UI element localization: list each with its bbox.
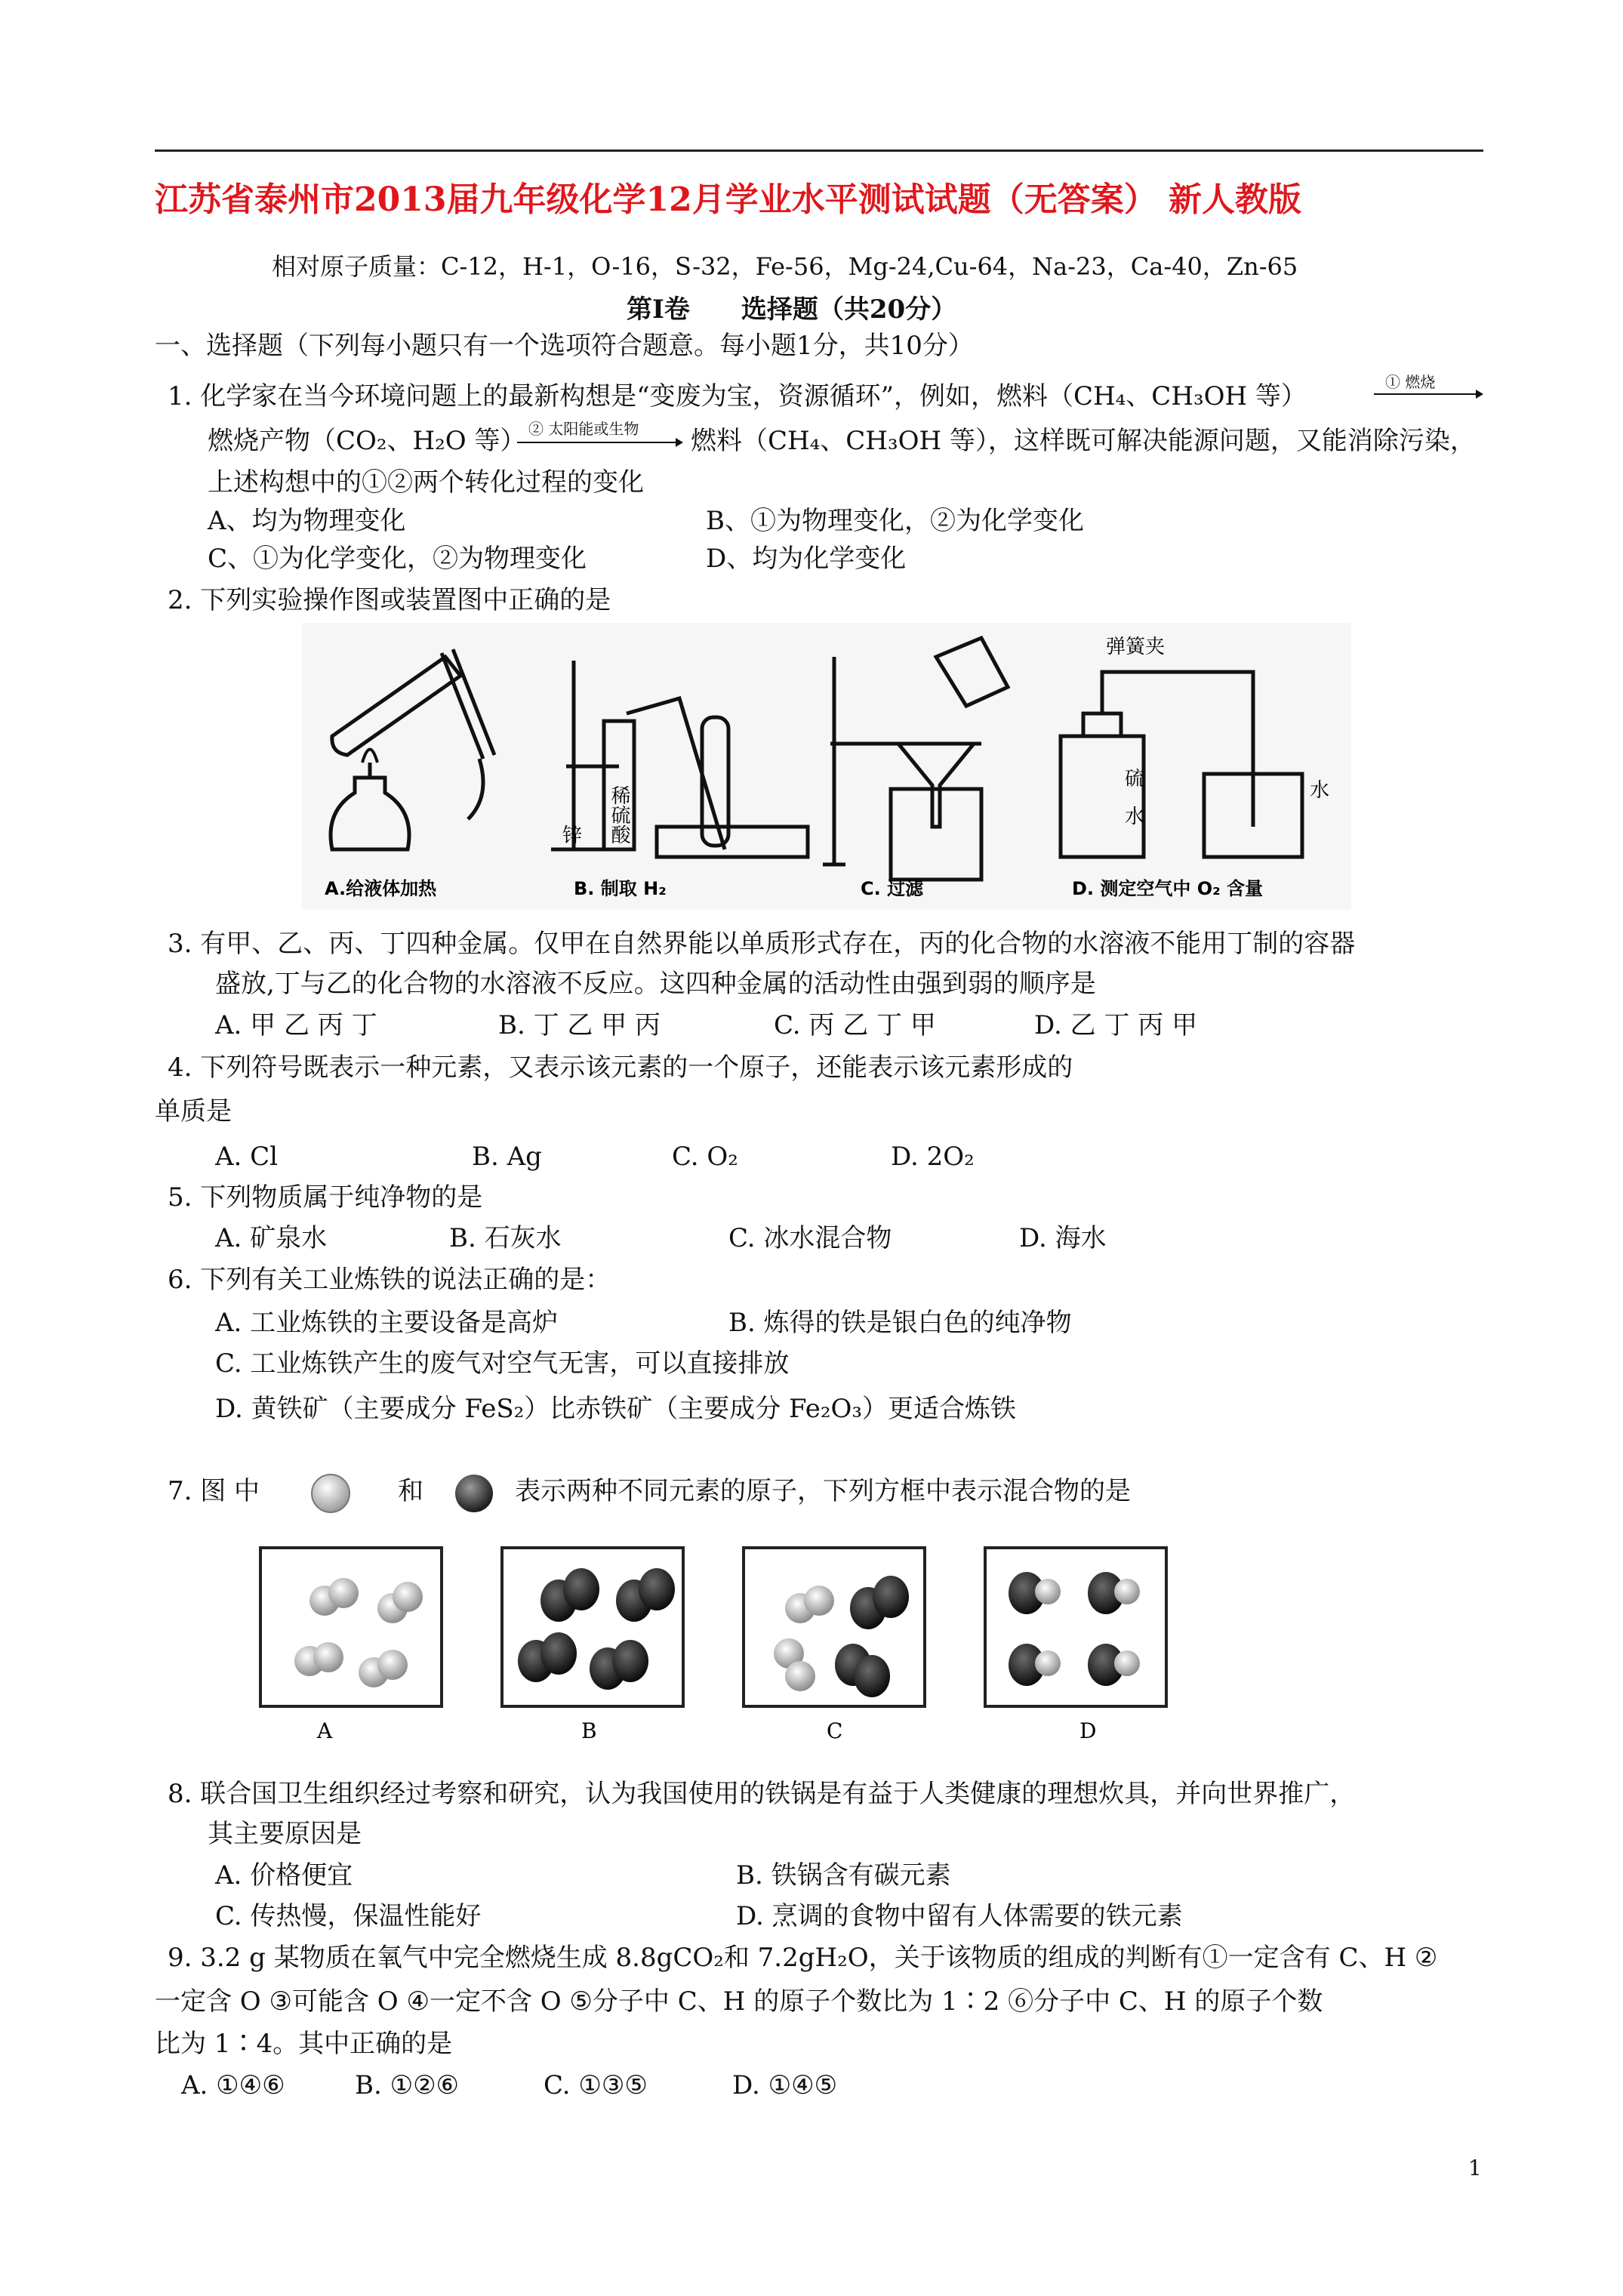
q9-option-c: C. ①③⑤ <box>544 2070 648 2100</box>
q6-option-b: B. 炼得的铁是银白色的纯净物 <box>728 1308 1072 1338</box>
q2-stem: 2. 下列实验操作图或装置图中正确的是 <box>168 585 611 615</box>
q9-option-d: D. ①④⑤ <box>732 2070 838 2100</box>
q4-line1: 4. 下列符号既表示一种元素，又表示该元素的一个原子，还能表示该元素形成的 <box>168 1052 1073 1083</box>
molecule-box-d <box>985 1548 1166 1706</box>
q1-line2b: 燃料（CH₄、CH₃OH 等），这样既可解决能源问题，又能消除污染， <box>691 426 1476 456</box>
q9-line3: 比为 1∶4。其中正确的是 <box>155 2029 453 2059</box>
white-atom-icon <box>310 1472 352 1515</box>
q2-d-water2-label: 水 <box>1310 779 1330 802</box>
q5-stem: 5. 下列物质属于纯净物的是 <box>168 1182 483 1213</box>
q8-option-c: C. 传热慢，保温性能好 <box>215 1901 482 1931</box>
q6-option-c: C. 工业炼铁产生的废气对空气无害，可以直接排放 <box>215 1348 790 1379</box>
q7-box-label-a: A <box>317 1718 333 1743</box>
document-title: 江苏省泰州市2013届九年级化学12月学业水平测试试题（无答案） 新人教版 <box>155 180 1302 219</box>
q7-stem-a: 7. 图 中 <box>168 1476 260 1506</box>
q5-option-b: B. 石灰水 <box>449 1223 562 1253</box>
q2-b-zinc-label: 锌 <box>562 824 583 847</box>
q4-option-b: B. Ag <box>472 1142 542 1172</box>
q3-option-d: D. 乙 丁 丙 甲 <box>1034 1010 1198 1040</box>
q5-option-c: C. 冰水混合物 <box>728 1223 892 1253</box>
q1-arrow2-label: ② 太阳能或生物 <box>528 420 639 438</box>
molecule-box-b <box>502 1548 683 1706</box>
q1-line3: 上述构想中的①②两个转化过程的变化 <box>208 467 644 498</box>
q6-option-a: A. 工业炼铁的主要设备是高炉 <box>215 1308 559 1338</box>
q2-caption-b: B. 制取 H₂ <box>574 878 667 899</box>
q7-stem-c: 表示两种不同元素的原子，下列方框中表示混合物的是 <box>515 1476 1131 1506</box>
q9-line1: 9. 3.2 g 某物质在氧气中完全燃烧生成 8.8gCO₂和 7.2gH₂O，关于该物质的组成的判断有①一定含有 C、H ② <box>168 1943 1438 1973</box>
q7-molecule-boxes <box>226 1540 1208 1744</box>
q9-line2: 一定含 O ③可能含 O ④一定不含 O ⑤分子中 C、H 的原子个数比为 1∶2 ⑥分子中 C、H 的原子个数 <box>155 1986 1323 2017</box>
q8-line1: 8. 联合国卫生组织经过考察和研究，认为我国使用的铁锅是有益于人类健康的理想炊具，并向世界推广， <box>168 1779 1356 1809</box>
q1-arrow1-label: ① 燃烧 <box>1385 373 1436 391</box>
q1-line1: 1. 化学家在当今环境问题上的最新构想是“变废为宝，资源循环”，例如，燃料（CH₄、CH₃OH 等） <box>168 381 1307 411</box>
q2-caption-d: D. 测定空气中 O₂ 含量 <box>1072 878 1264 899</box>
q2-caption-c: C. 过滤 <box>861 878 924 899</box>
q4-line2: 单质是 <box>155 1096 232 1126</box>
q5-option-d: D. 海水 <box>1019 1223 1107 1253</box>
molecule-box-c <box>744 1548 925 1706</box>
atomic-masses: 相对原子质量：C-12，H-1，O-16，S-32，Fe-56，Mg-24,Cu-64，Na-23，Ca-40，Zn-65 <box>272 252 1298 281</box>
q2-caption-a: A.给液体加热 <box>325 878 437 899</box>
q3-option-c: C. 丙 乙 丁 甲 <box>774 1010 936 1040</box>
top-rule <box>155 149 1483 152</box>
q8-option-b: B. 铁锅含有碳元素 <box>736 1860 951 1891</box>
q1-option-b: B、①为物理变化，②为化学变化 <box>706 506 1084 536</box>
q2-d-sulfur-label: 硫 <box>1125 768 1145 791</box>
q7-box-label-d: D <box>1079 1718 1097 1743</box>
q2-apparatus-figure <box>302 623 1351 910</box>
q3-option-b: B. 丁 乙 甲 丙 <box>498 1010 661 1040</box>
dark-atom-icon <box>453 1472 495 1515</box>
q2-d-water1-label: 水 <box>1125 806 1145 828</box>
q1-option-d: D、均为化学变化 <box>706 544 907 574</box>
q7-box-label-b: B <box>581 1718 597 1743</box>
q2-d-clamp-label: 弹簧夹 <box>1106 636 1166 658</box>
q1-line2a: 燃烧产物（CO₂、H₂O 等） <box>208 426 526 456</box>
q5-option-a: A. 矿泉水 <box>215 1223 328 1253</box>
q1-option-a: A、均为物理变化 <box>208 506 406 536</box>
q3-option-a: A. 甲 乙 丙 丁 <box>215 1010 377 1040</box>
q2-b-acid-label: 稀硫酸 <box>608 785 630 844</box>
q8-option-d: D. 烹调的食物中留有人体需要的铁元素 <box>736 1901 1183 1931</box>
q3-line1: 3. 有甲、乙、丙、丁四种金属。仅甲在自然界能以单质形式存在，丙的化合物的水溶液不能用丁制的容器 <box>168 929 1356 959</box>
q3-line2: 盛放,丁与乙的化合物的水溶液不反应。这四种金属的活动性由强到弱的顺序是 <box>215 969 1096 999</box>
q1-option-c: C、①为化学变化，②为物理变化 <box>208 544 587 574</box>
q4-option-c: C. O₂ <box>672 1142 738 1172</box>
q1-arrow1-icon <box>1374 388 1483 400</box>
volume-heading: 第Ⅰ卷 选择题（共20分） <box>627 294 957 325</box>
molecule-box-a <box>260 1548 442 1706</box>
q7-box-label-c: C <box>827 1718 843 1743</box>
page-number: 1 <box>1468 2156 1482 2180</box>
q9-option-a: A. ①④⑥ <box>181 2070 285 2100</box>
q1-arrow2-icon <box>517 436 683 448</box>
q4-option-a: A. Cl <box>215 1142 279 1172</box>
q8-line2: 其主要原因是 <box>208 1819 362 1849</box>
section-heading: 一、选择题（下列每小题只有一个选项符合题意。每小题1分，共10分） <box>155 331 974 361</box>
q6-option-d: D. 黄铁矿（主要成分 FeS₂）比赤铁矿（主要成分 Fe₂O₃）更适合炼铁 <box>215 1394 1017 1424</box>
q7-stem-b: 和 <box>398 1476 423 1506</box>
q6-stem: 6. 下列有关工业炼铁的说法正确的是： <box>168 1265 611 1295</box>
q9-option-b: B. ①②⑥ <box>355 2070 460 2100</box>
q4-option-d: D. 2O₂ <box>891 1142 975 1172</box>
q8-option-a: A. 价格便宜 <box>215 1860 353 1891</box>
